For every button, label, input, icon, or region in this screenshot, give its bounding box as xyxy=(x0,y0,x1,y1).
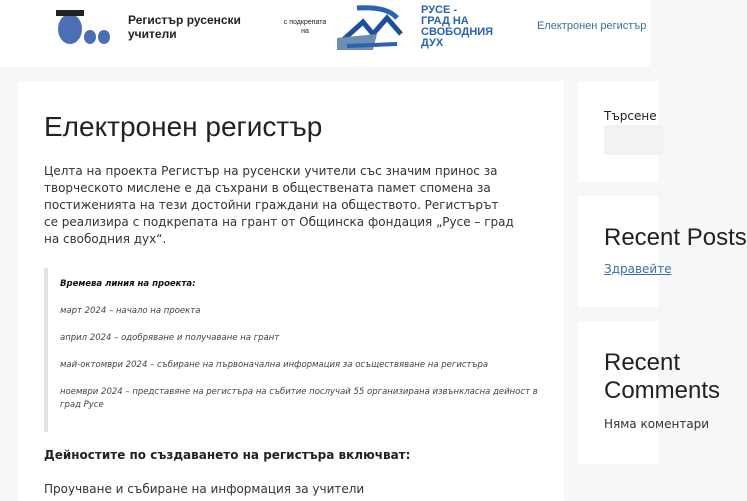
ruse-logo-icon xyxy=(337,4,407,50)
timeline-item: април 2024 – одобряване и получаване на грант xyxy=(60,333,280,343)
search-input[interactable] xyxy=(604,125,664,155)
main-content xyxy=(18,81,564,501)
title-line: Recent xyxy=(604,349,681,376)
timeline-item: май-октомври 2024 – събиране на първоначална информация за осъществяване на регистъра xyxy=(60,360,489,370)
search-widget xyxy=(578,81,658,182)
recent-comments-widget xyxy=(578,321,721,464)
support-text: с подкрепата на xyxy=(283,19,327,35)
timeline-item: март 2024 – начало на проекта xyxy=(60,306,201,316)
intro-text: Целта на проекта Регистър на русенски учители със значим принос за творческото мислене е да съхрани в обществената памет спомена за постиженията на тези достойни граждани на обществото. Регистърът се реализира с подкрепата на грант от Общинска фондация „Русе – град на свободния дух“. xyxy=(44,164,514,246)
timeline-title: Времева линия на проекта: xyxy=(60,279,196,289)
activity-item: Проучване и събиране на информация за учители xyxy=(44,482,365,496)
recent-comments-title xyxy=(604,349,721,405)
no-comments-text: Няма коментари xyxy=(604,417,710,431)
activities-heading: Дейностите по създаването на регистъра включват: xyxy=(44,448,411,462)
page-title: Електронен регистър xyxy=(44,111,323,142)
timeline-item: ноември 2024 – представяне на регистъра на събитие послучай 55 организирана извънкласна дейност в град Русе xyxy=(60,387,538,410)
recent-posts-title: Recent Posts xyxy=(604,224,747,251)
nav-electronic-register[interactable]: Електронен регистър xyxy=(537,20,647,32)
brand-name: Регистър русенски учители xyxy=(128,13,241,41)
partner-line: СВОБОДНИЯ xyxy=(421,26,494,38)
partner-line: ДУХ xyxy=(421,37,444,49)
recent-post-link[interactable]: Здравейте xyxy=(604,262,672,276)
search-label: Търсене xyxy=(604,109,657,123)
recent-posts-widget xyxy=(578,196,747,307)
partner-line: РУСЕ - xyxy=(421,4,458,16)
site-logo[interactable] xyxy=(46,4,502,50)
timeline-quote xyxy=(44,268,538,432)
title-line: Comments xyxy=(604,377,721,404)
partner-name xyxy=(421,5,493,49)
partner-line: ГРАД НА xyxy=(421,15,469,27)
site-header xyxy=(0,0,650,66)
owl-logo-icon xyxy=(46,6,116,48)
